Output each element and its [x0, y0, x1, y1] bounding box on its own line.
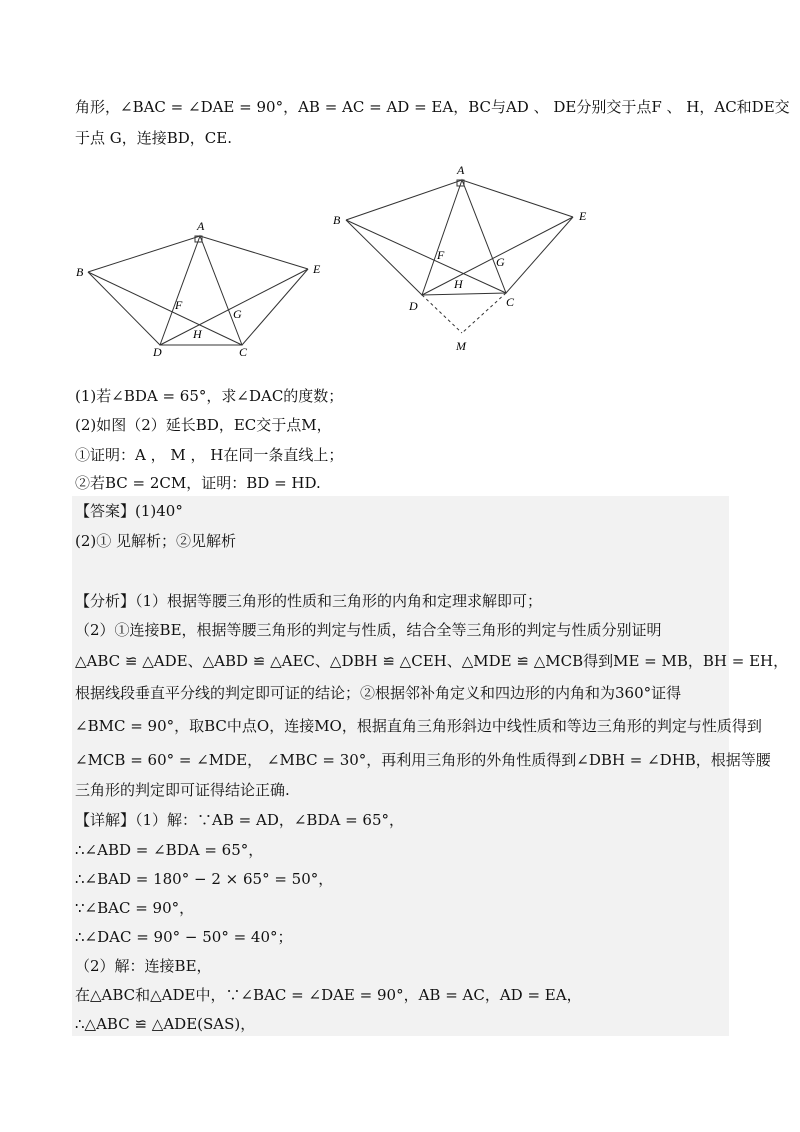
analysis-line-7: 三角形的判定即可证得结论正确. — [75, 781, 290, 799]
fig2-label-A: A — [457, 163, 465, 177]
fig2-label-C: C — [506, 295, 515, 309]
analysis-line-2: （2）①连接BE，根据等腰三角形的判定与性质，结合全等三角形的判定与性质分别证明 — [75, 621, 662, 639]
fig1-label-F: F — [175, 298, 183, 312]
answer-line-2: (2)① 见解析；②见解析 — [75, 532, 237, 550]
fig1-label-C: C — [239, 345, 248, 359]
analysis-line-5: ∠BMC = 90°，取BC中点O，连接MO，根据直角三角形斜边中线性质和等边三角形的判定与性质得到 — [75, 717, 762, 735]
detail-line-3: ∴∠BAD = 180° − 2 × 65° = 50°， — [75, 870, 334, 888]
fig1-label-D: D — [153, 345, 162, 359]
fig2-label-E: E — [579, 209, 587, 223]
fig2-label-D: D — [409, 299, 418, 313]
answer-line: 【答案】(1)40° — [75, 502, 183, 520]
fig1-label-A: A — [197, 219, 205, 233]
fig2-label-F: F — [437, 248, 445, 262]
question-2-part-1: ①证明：A ， M ， H在同一条直线上； — [75, 446, 344, 464]
analysis-line-6: ∠MCB = 60° = ∠MDE， ∠MBC = 30°，再利用三角形的外角性质得到∠DBH = ∠DHB，根据等腰 — [75, 751, 771, 769]
detail-line-8: ∴△ABC ≌ △ADE(SAS)， — [75, 1015, 256, 1033]
fig1-label-H: H — [193, 327, 202, 341]
figure-2 — [325, 160, 600, 355]
fig2-label-M: M — [456, 339, 466, 353]
fig1-label-B: B — [76, 265, 84, 279]
fig1-label-E: E — [313, 262, 321, 276]
detail-line-7: 在△ABC和△ADE中，∵∠BAC = ∠DAE = 90°，AB = AC，AD = EA， — [75, 986, 582, 1004]
figure-1 — [70, 215, 330, 360]
detail-line-4: ∵∠BAC = 90°， — [75, 899, 195, 917]
detail-line-2: ∴∠ABD = ∠BDA = 65°， — [75, 841, 264, 859]
fig2-label-G: G — [496, 255, 505, 269]
detail-line-5: ∴∠DAC = 90° − 50° = 40°； — [75, 928, 293, 946]
question-1: (1)若∠BDA = 65°，求∠DAC的度数； — [75, 387, 344, 405]
analysis-line-4: 根据线段垂直平分线的判定即可证的结论；②根据邻补角定义和四边形的内角和为360°证得 — [75, 684, 682, 702]
intro-line-1: 角形，∠BAC = ∠DAE = 90°，AB = AC = AD = EA，BC与AD 、 DE分别交于点F 、 H，AC和DE交 — [75, 98, 790, 116]
fig2-label-B: B — [333, 213, 341, 227]
question-2: (2)如图（2）延长BD，EC交于点M， — [75, 416, 332, 434]
fig2-label-H: H — [454, 277, 463, 291]
detail-line-1: 【详解】（1）解：∵AB = AD，∠BDA = 65°， — [75, 811, 405, 829]
detail-line-6: （2）解：连接BE， — [75, 957, 212, 975]
intro-line-2: 于点 G，连接BD，CE. — [75, 129, 232, 147]
analysis-line-3: △ABC ≌ △ADE、△ABD ≌ △AEC、△DBH ≌ △CEH、△MDE ≌ △MCB得到ME = MB，BH = EH， — [75, 652, 789, 670]
analysis-line-1: 【分析】（1）根据等腰三角形的性质和三角形的内角和定理求解即可； — [75, 592, 543, 610]
fig1-label-G: G — [233, 307, 242, 321]
question-2-part-2: ②若BC = 2CM，证明：BD = HD. — [75, 474, 321, 492]
